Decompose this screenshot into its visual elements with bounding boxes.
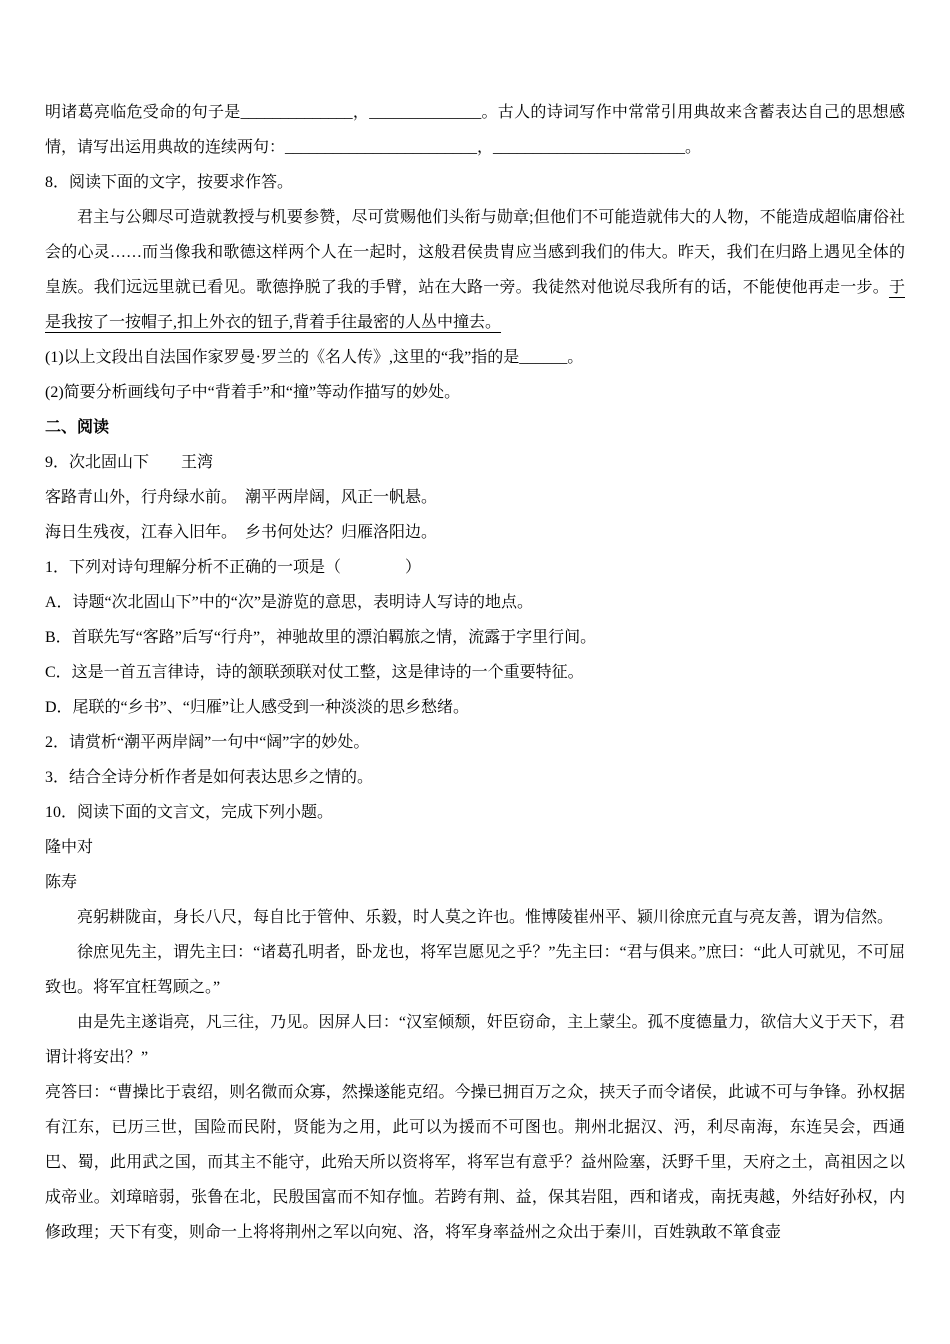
q9-sub-question-1: 1．下列对诗句理解分析不正确的一项是（ ） — [45, 559, 422, 576]
q9-option-a: A．诗题“次北固山下”中的“次”是游览的意思，表明诗人写诗的地点。 — [45, 594, 533, 611]
q9-poem-line-1: 客路青山外，行舟绿水前。 潮平两岸阔，风正一帆悬。 — [45, 489, 438, 506]
q8-passage-underlined-sentence: 于是我按了一按帽子,扣上外衣的钮子,背着手往最密的人丛中撞去。 — [45, 279, 905, 331]
q10-paragraph-1: 亮躬耕陇亩，身长八尺，每自比于管仲、乐毅，时人莫之许也。惟博陵崔州平、颍川徐庶元直与亮友善，谓为信然。 — [77, 909, 894, 926]
q8-passage-normal-text: 君主与公卿尽可造就教授与机要参赞，尽可赏赐他们头衔与勋章;但他们不可能造就伟大的人物，不能造成超临庸俗社会的心灵……而当像我和歌德这样两个人在一起时，这般君侯贵胄应当感到我们的伟大。昨天，我们在归路上遇见全体的皇族。我们远远里就已看见。歌德挣脱了我的手臂，站在大路一旁。我徒然对他说尽我所有的话，不能使他再走一步。 — [45, 209, 905, 296]
q8-passage — [45, 200, 905, 340]
q9-option-d: D．尾联的“乡书”、“归雁”让人感受到一种淡淡的思乡愁绪。 — [45, 699, 469, 716]
q9-poem-title: 9．次北固山下 王湾 — [45, 454, 214, 471]
fill-in-question-text: 明诸葛亮临危受命的句子是______________，______________。古人的诗词写作中常常引用典故来含蓄表达自己的思想感情，请写出运用典故的连续两句：________________________，________________________。 — [45, 104, 905, 156]
q10-paragraph-4: 亮答曰：“曹操比于袁绍，则名微而众寡，然操遂能克绍。今操已拥百万之众，挟天子而令诸侯，此诚不可与争锋。孙权据有江东，已历三世，国险而民附，贤能为之用，此可以为援而不可图也。荆州北据汉、沔，利尽南海，东连吴会，西通巴、蜀，此用武之国，而其主不能守，此殆天所以资将军，将军岂有意乎？益州险塞，沃野千里，天府之土，高祖因之以成帝业。刘璋暗弱，张鲁在北，民殷国富而不知存恤。若跨有荆、益，保其岩阻，西和诸戎，南抚夷越，外结好孙权，内修政理；天下有变，则命一上将将荆州之军以向宛、洛，将军身率益州之众出于秦川，百姓孰敢不箪食壶 — [45, 1084, 905, 1241]
q9-option-b: B．首联先写“客路”后写“行舟”，神驰故里的漂泊羁旅之情，流露于字里行间。 — [45, 629, 597, 646]
q9-option-c: C．这是一首五言律诗，诗的颔联颈联对仗工整，这是律诗的一个重要特征。 — [45, 664, 584, 681]
section-2-heading: 二、阅读 — [45, 419, 110, 436]
q8-sub-question-1: (1)以上文段出自法国作家罗曼·罗兰的《名人传》,这里的“我”指的是______。 — [45, 349, 584, 366]
q10-paragraph-3: 由是先主遂诣亮，凡三往，乃见。因屏人曰：“汉室倾颓，奸臣窃命，主上蒙尘。孤不度德量力，欲信大义于天下，君谓计将安出？” — [45, 1014, 905, 1066]
q10-paragraph-2: 徐庶见先主，谓先主曰：“诸葛孔明者，卧龙也，将军岂愿见之乎？”先主曰：“君与俱来。”庶曰：“此人可就见，不可屈致也。将军宜枉驾顾之。” — [45, 944, 905, 996]
q8-sub-question-2: (2)简要分析画线句子中“背着手”和“撞”等动作描写的妙处。 — [45, 384, 461, 401]
q9-poem-line-2: 海日生残夜，江春入旧年。 乡书何处达？归雁洛阳边。 — [45, 524, 438, 541]
q10-passage-author: 陈寿 — [45, 874, 78, 891]
q8-prompt: 8．阅读下面的文字，按要求作答。 — [45, 174, 294, 191]
q10-prompt: 10．阅读下面的文言文，完成下列小题。 — [45, 804, 334, 821]
q9-sub-question-3: 3．结合全诗分析作者是如何表达思乡之情的。 — [45, 769, 374, 786]
q10-passage-title: 隆中对 — [45, 839, 94, 856]
q9-sub-question-2: 2．请赏析“潮平两岸阔”一句中“阔”字的妙处。 — [45, 734, 370, 751]
